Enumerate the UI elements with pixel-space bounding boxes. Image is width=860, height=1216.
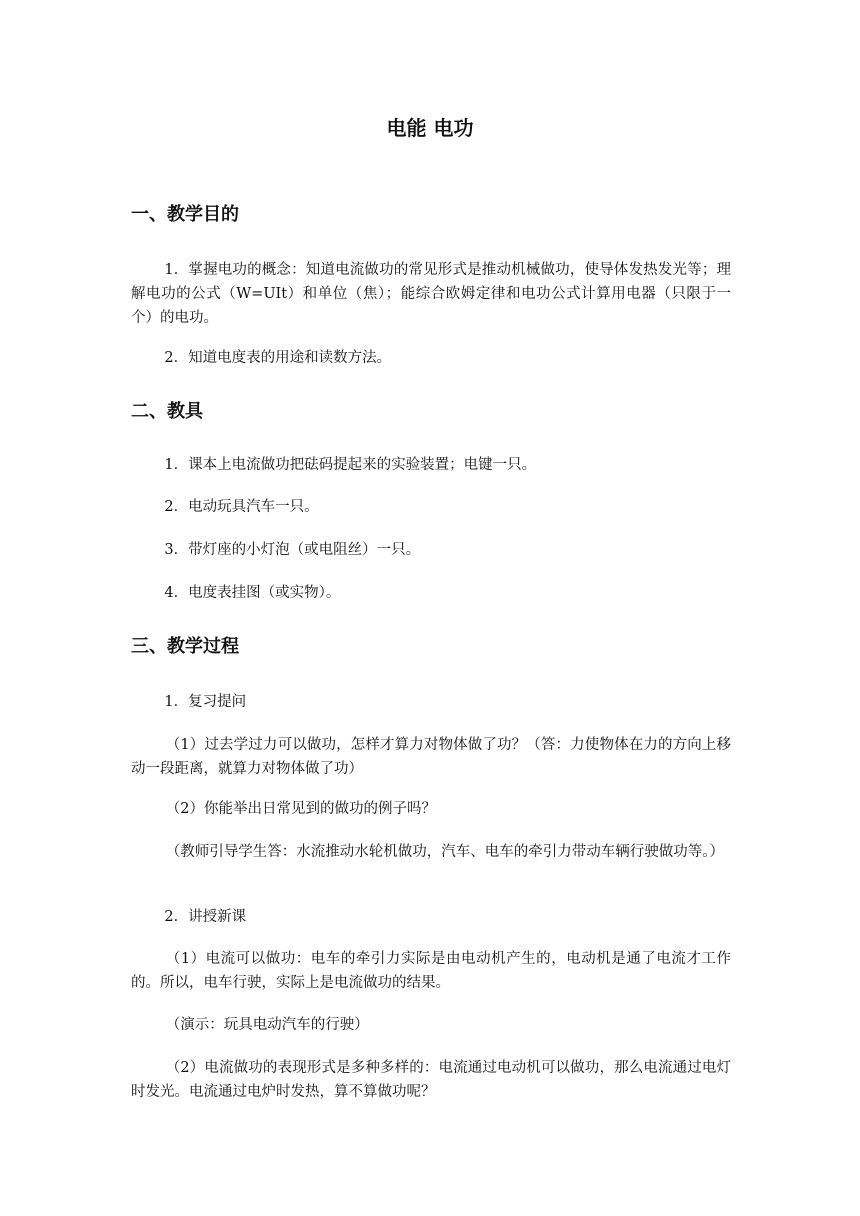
paragraph: 2．讲授新课 [164,909,247,925]
section-heading-teaching-process: 三、教学过程 [131,636,239,657]
section-heading-objectives: 一、教学目的 [131,204,239,225]
paragraph: 2．电动玩具汽车一只。 [164,499,319,515]
paragraph: （1）电流可以做功：电车的牵引力实际是由电动机产生的，电动机是通了电流才工作的。所以，电车行驶，实际上是电流做功的结果。 [131,951,731,991]
page-title: 电能 电功 [386,116,474,140]
paragraph: （教师引导学生答：水流推动水轮机做功，汽车、电车的牵引力带动车辆行驶做功等。） [165,844,725,860]
paragraph: （2）电流做功的表现形式是多种多样的：电流通过电动机可以做功，那么电流通过电灯时发光。电流通过电炉时发热，算不算做功呢？ [131,1060,731,1100]
paragraph: （演示：玩具电动汽车的行驶） [165,1017,369,1033]
paragraph: 2．知道电度表的用途和读数方法。 [164,350,392,366]
paragraph: 3．带灯座的小灯泡（或电阻丝）一只。 [164,542,421,558]
paragraph: 1．课本上电流做功把砝码提起来的实验装置；电键一只。 [164,457,537,473]
paragraph: （2）你能举出日常见到的做功的例子吗？ [165,801,437,817]
paragraph: 4．电度表挂图（或实物）。 [164,585,341,601]
paragraph: （1）过去学过力可以做功，怎样才算力对物体做了功？（答：力使物体在力的方向上移动一段距离，就算力对物体做了功） [131,737,731,777]
paragraph: 1．复习提问 [164,694,247,710]
section-heading-teaching-aids: 二、教具 [131,401,203,422]
paragraph: 1．掌握电功的概念：知道电流做功的常见形式是推动机械做功，使导体发热发光等；理解电功的公式（W=UIt）和单位（焦）；能综合欧姆定律和电功公式计算用电器（只限于一个）的电功。 [131,262,731,326]
